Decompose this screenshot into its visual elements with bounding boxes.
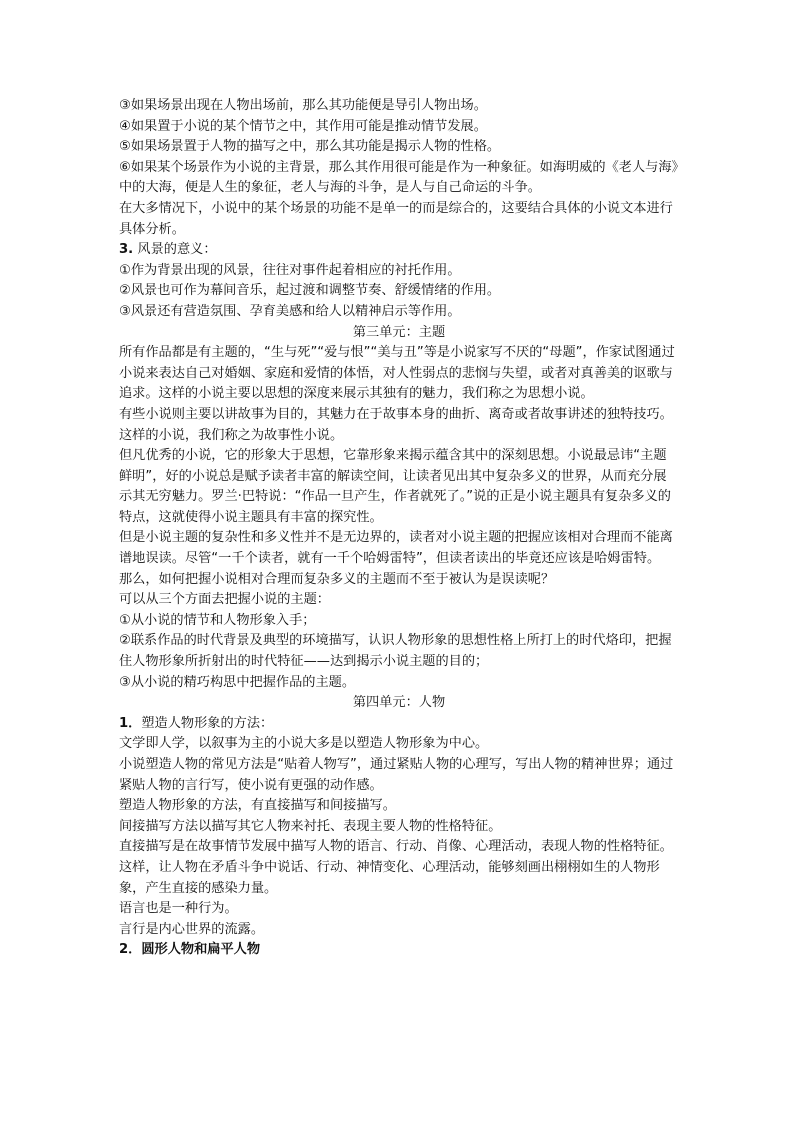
paragraph-theme-boundary: 但是小说主题的复杂性和多义性并不是无边界的，读者对小说主题的把握应该相对合理而不能离谱地误读。尽管“一千个读者，就有一千个哈姆雷特”，但读者读出的毕竟还应该是哈姆雷特。	[119, 530, 673, 567]
section-number: 3.	[119, 242, 134, 258]
paragraph-aspect-one: ①从小说的情节和人物形象入手；	[119, 612, 316, 628]
paragraph-theme-question: 那么，如何把握小说相对合理而复杂多义的主题而不至于被认为是误读呢？	[119, 571, 555, 587]
paragraph-direct-description: 直接描写是在故事情节发展中描写人物的语言、行动、肖像、心理活动，表现人物的性格特征。这样，让人物在矛盾斗争中说话、行动、神情变化、心理活动，能够刻画出栩栩如生的人物形象，产生直接的感染力量。	[119, 839, 673, 896]
section-number: 1．	[119, 715, 142, 731]
section-round-flat-characters	[119, 940, 679, 961]
unit-three-heading: 第三单元：主题	[352, 324, 446, 340]
paragraph-image-over-thought: 但凡优秀的小说，它的形象大于思想，它靠形象来揭示蕴含其中的深刻思想。小说最忌讳“主题鲜明”，好的小说总是赋予读者丰富的解读空间，让读者见出其中复杂多义的世界，从而充分展示其无穷魅力。罗兰·巴特说：“作品一旦产生，作者就死了。”说的正是小说主题具有复杂多义的特点，这就使得小说主题具有丰富的探究性。	[119, 448, 671, 525]
paragraph-indirect-description: 间接描写方法以描写其它人物来衬托、表现主要人物的性格特征。	[119, 818, 502, 834]
paragraph-scene-function-summary: 在大多情况下，小说中的某个场景的功能不是单一的而是综合的，这要结合具体的小说文本进行具体分析。	[119, 200, 673, 237]
paragraph-literature-humanity: 文学即人学，以叙事为主的小说大多是以塑造人物形象为中心。	[119, 736, 489, 752]
unit-four-heading: 第四单元：人物	[352, 695, 446, 711]
paragraph-scene-as-symbol: ⑥如果某个场景作为小说的主背景，那么其作用很可能是作为一种象征。如海明威的《老人与海》中的大海，便是人生的象征，老人与海的斗争，是人与自己命运的斗争。	[119, 159, 679, 196]
paragraph-story-novel: 有些小说则主要以讲故事为目的，其魅力在于故事本身的曲折、离奇或者故事讲述的独特技巧。这样的小说，我们称之为故事性小说。	[119, 406, 673, 443]
paragraph-language-is-action: 语言也是一种行为。	[119, 901, 238, 917]
document-page	[119, 96, 679, 961]
paragraph-scene-before-entrance: ③如果场景出现在人物出场前，那么其功能便是导引人物出场。	[119, 98, 487, 113]
section-title: 圆形人物和扁平人物	[141, 942, 261, 958]
paragraph-scenery-backdrop: ①作为背景出现的风景，往往对事件起着相应的衬托作用。	[119, 262, 461, 278]
paragraph-three-aspects: 可以从三个方面去把握小说的主题：	[119, 592, 330, 608]
paragraph-words-reveal-mind: 言行是内心世界的流露。	[119, 921, 265, 937]
paragraph-close-to-character: 小说塑造人物的常见方法是“贴着人物写”，通过紧贴人物的心理写，写出人物的精神世界；通过紧贴人物的言行写，使小说有更强的动作感。	[119, 757, 674, 793]
paragraph-scene-in-character: ⑤如果场景置于人物的描写之中，那么其功能是揭示人物的性格。	[119, 139, 501, 155]
paragraph-scenery-interlude: ②风景也可作为幕间音乐，起过渡和调整节奏、舒缓情绪的作用。	[119, 283, 501, 299]
section-character-methods	[119, 714, 679, 735]
paragraph-theme-intro: 所有作品都是有主题的，“生与死”“爱与恨”“美与丑”等是小说家写不厌的“母题”，作家试图通过小说来表达自己对婚姻、家庭和爱情的体悟，对人性弱点的悲悯与失望，或者对真善美的讴歌与追求。这样的小说主要以思想的深度来展示其独有的魅力，我们称之为思想小说。	[119, 345, 675, 402]
paragraph-direct-indirect: 塑造人物形象的方法，有直接描写和间接描写。	[119, 798, 396, 814]
section-title: 风景的意义：	[133, 242, 217, 258]
section-scenery-meaning	[119, 240, 679, 261]
paragraph-scene-in-plot: ④如果置于小说的某个情节之中，其作用可能是推动情节发展。	[119, 118, 487, 134]
paragraph-aspect-three: ③从小说的精巧构思中把握作品的主题。	[119, 674, 356, 690]
section-number: 2．	[119, 942, 142, 958]
paragraph-aspect-two: ②联系作品的时代背景及典型的环境描写，认识人物形象的思想性格上所打上的时代烙印，把握住人物形象所折射出的时代特征——达到揭示小说主题的目的；	[119, 633, 672, 670]
section-title: 塑造人物形象的方法：	[141, 715, 274, 731]
paragraph-scenery-atmosphere: ③风景还有营造氛围、孕育美感和给人以精神启示等作用。	[119, 303, 461, 319]
